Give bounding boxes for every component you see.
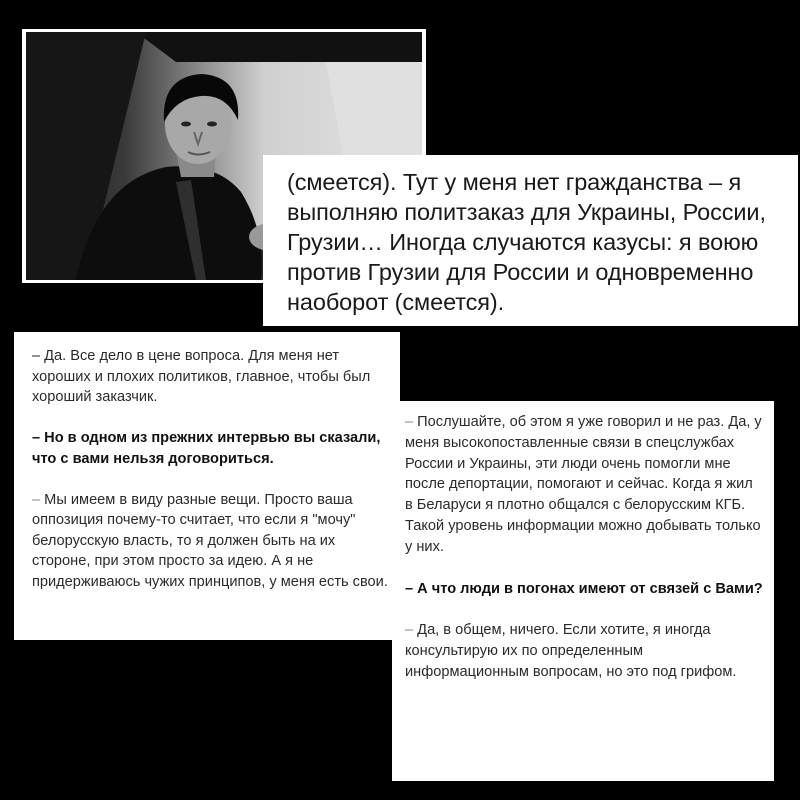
dash-mark: – <box>405 414 414 430</box>
answer-paragraph <box>405 620 764 682</box>
answer-text: Мы имеем в виду разные вещи. Просто ваша оппозиция почему-то считает, что если я "мочу" белорусскую власть, то я должен быть на их стороне, при этом просто за идею. А я не придерживаюсь чужих принципов, у меня есть свои. <box>32 491 388 590</box>
question-paragraph: – А что люди в погонах имеют от связей с Вами? <box>405 580 763 597</box>
left-text-card <box>14 332 400 640</box>
dash-mark: – <box>32 491 41 508</box>
answer-text: Послушайте, об этом я уже говорил и не раз. Да, у меня высокопоставленные связи в спецслужбах России и Украины, эти люди очень помогли мне после депортации, помогают и сейчас. Когда я жил в Беларуси я плотно общался с белорусским КГБ. Такой уровень информации можно добывать только у них. <box>405 414 762 555</box>
answer-paragraph <box>32 490 390 593</box>
question-paragraph: – Но в одном из прежних интервью вы сказали, что с вами нельзя договориться. <box>32 430 381 467</box>
quote-card <box>263 155 798 326</box>
answer-paragraph: – Да. Все дело в цене вопроса. Для меня нет хороших и плохих политиков, главное, чтобы был хороший заказчик. <box>32 348 371 405</box>
answer-text: Да, в общем, ничего. Если хотите, я иногда консультирую их по определенным информационным вопросам, но это под грифом. <box>405 622 737 680</box>
answer-paragraph <box>405 412 764 558</box>
right-text-card <box>392 401 774 781</box>
quote-text: (смеется). Тут у меня нет гражданства – я выполняю политзаказ для Украины, России, Грузии… Иногда случаются казусы: я воюю против Грузии для России и одновременно наоборот (смеется). <box>287 169 766 315</box>
dash-mark: – <box>405 622 414 639</box>
